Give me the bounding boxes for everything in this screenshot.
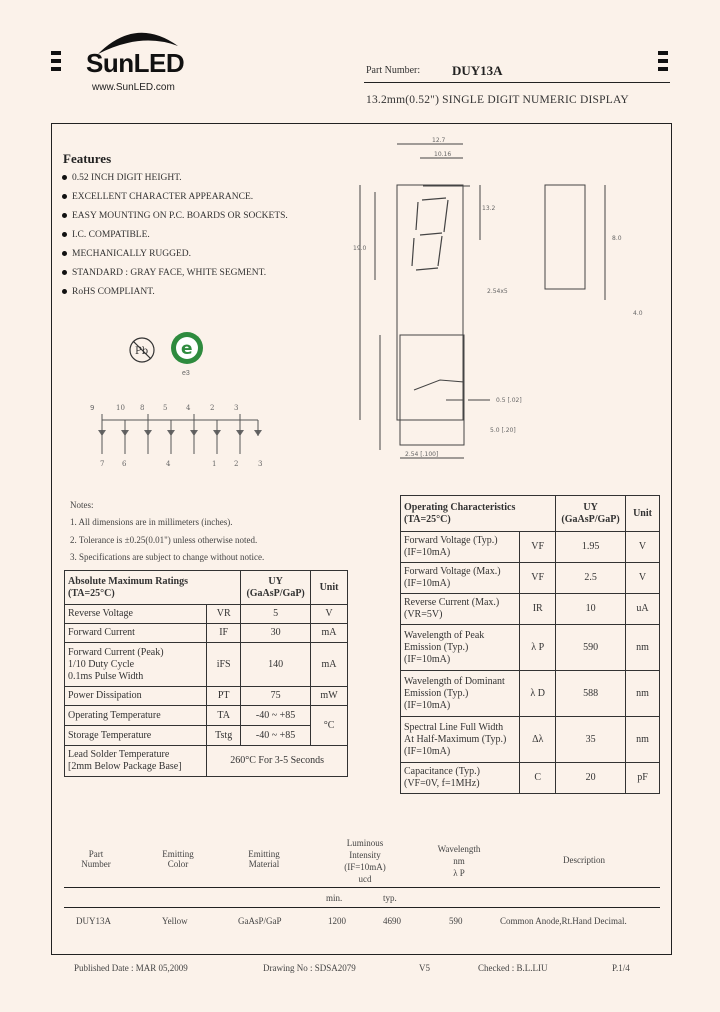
param-line: (IF=10mA) — [404, 745, 451, 757]
unit-cell: nm — [626, 671, 660, 717]
param-line: (IF=10mA) — [404, 699, 451, 711]
page-number: P.1/4 — [612, 963, 630, 973]
param-cell: Capacitance (Typ.) — [404, 766, 480, 777]
symbol-cell: λ P — [520, 625, 556, 671]
symbol-cell: iFS — [207, 643, 241, 687]
pin-label: 9 — [90, 404, 95, 412]
left-bars-decoration — [51, 51, 61, 75]
feature-item: 0.52 INCH DIGIT HEIGHT. — [62, 172, 288, 184]
notes-title: Notes: — [70, 500, 94, 510]
selection-typ-label: typ. — [383, 893, 397, 903]
svg-text:Pb: Pb — [135, 346, 149, 357]
selection-header-material — [232, 849, 296, 869]
svg-text:0.5 [.02]: 0.5 [.02] — [496, 397, 522, 404]
logo-text: SunLED — [86, 48, 185, 78]
header-line: Color — [167, 859, 189, 869]
symbol-cell: VF — [520, 532, 556, 563]
feature-item: MECHANICALLY RUGGED. — [62, 248, 288, 260]
rohs-recycle-icon — [171, 332, 203, 364]
pin-label: 4 — [186, 404, 191, 412]
param-cell: Spectral Line Full Width — [404, 721, 504, 733]
selection-header-luminous — [330, 837, 400, 885]
value-cell: -40 ~ +85 — [241, 706, 311, 726]
symbol-cell: λ D — [520, 671, 556, 717]
value-cell: 5 — [241, 605, 311, 624]
symbol-cell: IF — [207, 624, 241, 643]
pin-label: 3 — [258, 460, 263, 468]
note-item: 2. Tolerance is ±0.25(0.01") unless otherwise noted. — [70, 535, 258, 545]
selection-header-wavelength — [424, 843, 494, 879]
column-subheader: (GaAsP/GaP) — [246, 587, 305, 599]
param-cell: Forward Current (Peak) — [68, 646, 164, 658]
selection-min-label: min. — [326, 893, 343, 903]
row-min: 1200 — [328, 916, 346, 926]
table-row — [65, 624, 348, 643]
row-description: Common Anode,Rt.Hand Decimal. — [500, 916, 627, 926]
header-line: ucd — [358, 874, 372, 884]
pin-label: 4 — [166, 460, 171, 468]
pin-label: 2 — [210, 404, 215, 412]
pin-label: 3 — [234, 404, 239, 412]
param-cell: Lead Solder Temperature — [68, 749, 170, 760]
feature-item: STANDARD : GRAY FACE, WHITE SEGMENT. — [62, 267, 288, 279]
table-row — [65, 643, 348, 687]
param-cell: Forward Voltage (Max.) — [404, 566, 501, 577]
unit-header: Unit — [311, 571, 348, 605]
unit-cell: nm — [626, 625, 660, 671]
operating-characteristics-table — [400, 495, 660, 794]
table-row — [401, 625, 660, 671]
feature-item: RoHS COMPLIANT. — [62, 286, 288, 298]
symbol-cell: IR — [520, 594, 556, 625]
param-line: 0.1ms Pulse Width — [68, 670, 144, 682]
diode-array-icon — [88, 414, 278, 460]
table-row — [65, 746, 348, 777]
unit-cell: mW — [311, 687, 348, 706]
svg-text:4.0: 4.0 — [633, 310, 643, 317]
symbol-cell: Tstg — [207, 726, 241, 746]
compliance-caption: e3 — [182, 370, 190, 377]
param-cell: Operating Temperature — [65, 706, 207, 726]
param-line: 1/10 Duty Cycle — [68, 658, 135, 670]
package-dimension-drawing — [350, 130, 670, 470]
param-line: (IF=10mA) — [404, 653, 451, 665]
selection-rule — [64, 887, 660, 888]
param-cell: Reverse Current (Max.) — [404, 597, 500, 608]
value-cell: 10 — [556, 594, 626, 625]
selection-header-part — [66, 849, 126, 869]
symbol-cell: PT — [207, 687, 241, 706]
symbol-cell: Δλ — [520, 717, 556, 763]
table-row — [65, 726, 348, 746]
pin-label: 10 — [116, 404, 125, 412]
display-subtitle: 13.2mm(0.52") SINGLE DIGIT NUMERIC DISPLAY — [366, 94, 629, 106]
value-cell: 75 — [241, 687, 311, 706]
param-cell: Forward Current — [65, 624, 207, 643]
features-title: Features — [63, 151, 112, 166]
header-line: Emitting — [248, 849, 280, 859]
unit-cell: uA — [626, 594, 660, 625]
header-line: Number — [81, 859, 111, 869]
value-cell: 2.5 — [556, 563, 626, 594]
feature-item: I.C. COMPATIBLE. — [62, 229, 288, 241]
header-line: nm — [453, 856, 465, 866]
value-cell: 588 — [556, 671, 626, 717]
unit-cell: mA — [311, 643, 348, 687]
value-cell: 1.95 — [556, 532, 626, 563]
pin-label: 6 — [122, 460, 127, 468]
note-item: 1. All dimensions are in millimeters (inches). — [70, 517, 233, 527]
feature-item: EASY MOUNTING ON P.C. BOARDS OR SOCKETS. — [62, 210, 288, 222]
row-typ: 4690 — [383, 916, 401, 926]
pin-label: 8 — [140, 404, 145, 412]
svg-text:8.0: 8.0 — [612, 235, 622, 242]
param-cell: Power Dissipation — [65, 687, 207, 706]
table-row — [65, 706, 348, 726]
column-header: UY — [268, 575, 283, 587]
value-cell: 35 — [556, 717, 626, 763]
unit-cell: V — [311, 605, 348, 624]
table-row — [401, 671, 660, 717]
header-line: Intensity — [349, 850, 381, 860]
top-pin-labels — [90, 404, 265, 414]
param-line: (IF=10mA) — [404, 578, 451, 589]
value-cell: -40 ~ +85 — [241, 726, 311, 746]
column-header: UY — [583, 501, 598, 513]
header-line: Luminous — [346, 838, 384, 848]
symbol-cell: TA — [207, 706, 241, 726]
pin-label: 5 — [163, 404, 168, 412]
pin-label: 2 — [234, 460, 239, 468]
feature-item: EXCELLENT CHARACTER APPEARANCE. — [62, 191, 288, 203]
header-line: (IF=10mA) — [344, 862, 386, 872]
unit-cell: pF — [626, 763, 660, 794]
symbol-cell: VR — [207, 605, 241, 624]
row-material: GaAsP/GaP — [238, 916, 282, 926]
table-row — [401, 594, 660, 625]
row-part: DUY13A — [76, 916, 111, 926]
value-cell: 20 — [556, 763, 626, 794]
header-line: λ P — [453, 868, 465, 878]
unit-cell: mA — [311, 624, 348, 643]
param-line: (VR=5V) — [404, 609, 443, 620]
svg-text:12.7: 12.7 — [432, 137, 446, 144]
param-line: (IF=10mA) — [404, 547, 451, 558]
value-cell: 30 — [241, 624, 311, 643]
param-cell: Reverse Voltage — [65, 605, 207, 624]
svg-text:e: e — [181, 339, 193, 359]
pin-label: 1 — [212, 460, 217, 468]
version: V5 — [419, 963, 430, 973]
part-number: DUY13A — [452, 63, 503, 78]
row-wavelength: 590 — [449, 916, 463, 926]
header-line: Part — [88, 849, 104, 859]
value-cell: 140 — [241, 643, 311, 687]
table-row — [65, 687, 348, 706]
table-row — [65, 605, 348, 624]
right-bars-decoration — [658, 51, 668, 75]
table-row — [401, 563, 660, 594]
param-cell: Wavelength of Peak — [404, 629, 485, 641]
circuit-diagram — [88, 400, 278, 475]
checked-by: Checked : B.L.LIU — [478, 963, 548, 973]
note-item: 3. Specifications are subject to change without notice. — [70, 552, 265, 562]
svg-text:10.16: 10.16 — [434, 151, 452, 158]
table-row — [401, 717, 660, 763]
part-number-label: Part Number: — [366, 65, 421, 76]
selection-header-color — [148, 849, 208, 869]
sunled-logo — [86, 24, 196, 94]
unit-header: Unit — [626, 496, 660, 532]
unit-cell: nm — [626, 717, 660, 763]
table-header — [401, 496, 660, 532]
pin-label: 7 — [100, 460, 105, 468]
header-rule — [364, 82, 670, 83]
compliance-icons — [120, 328, 230, 378]
symbol-cell: C — [520, 763, 556, 794]
table-title: Absolute Maximum Ratings — [68, 575, 189, 587]
column-subheader: (GaAsP/GaP) — [561, 513, 620, 525]
svg-text:2.54 [.100]: 2.54 [.100] — [405, 451, 439, 458]
absolute-max-table — [64, 570, 348, 777]
header-line: Emitting — [162, 849, 194, 859]
param-line: Emission (Typ.) — [404, 641, 469, 653]
drawing-number: Drawing No : SDSA2079 — [263, 963, 356, 973]
param-line: Emission (Typ.) — [404, 687, 469, 699]
param-line: At Half-Maximum (Typ.) — [404, 733, 507, 745]
unit-cell: °C — [311, 706, 348, 746]
header-line: Material — [248, 859, 280, 869]
table-header — [65, 571, 348, 605]
table-condition: (TA=25°C) — [68, 587, 115, 599]
value-cell: 590 — [556, 625, 626, 671]
param-cell: Forward Voltage (Typ.) — [404, 535, 498, 546]
param-line: [2mm Below Package Base] — [68, 761, 182, 772]
row-color: Yellow — [162, 916, 188, 926]
bottom-pin-labels — [98, 460, 273, 470]
svg-text:5.0 [.20]: 5.0 [.20] — [490, 427, 516, 434]
pb-free-icon — [130, 338, 154, 362]
svg-text:13.2: 13.2 — [482, 205, 496, 212]
table-condition: (TA=25°C) — [404, 513, 451, 525]
param-line: (VF=0V, f=1MHz) — [404, 778, 480, 789]
features-list — [62, 172, 288, 305]
table-title: Operating Characteristics — [404, 501, 516, 513]
unit-cell: V — [626, 532, 660, 563]
table-row — [401, 763, 660, 794]
param-cell: Wavelength of Dominant — [404, 675, 505, 687]
table-row — [401, 532, 660, 563]
website-url: www.SunLED.com — [92, 82, 175, 93]
value-cell: 260°C For 3-5 Seconds — [207, 746, 348, 777]
selection-rule — [64, 907, 660, 908]
svg-text:2.54x5: 2.54x5 — [487, 288, 508, 295]
symbol-cell: VF — [520, 563, 556, 594]
selection-header-description: Description — [563, 855, 605, 865]
header-line: Wavelength — [437, 844, 481, 854]
param-cell: Storage Temperature — [65, 726, 207, 746]
published-date: Published Date : MAR 05,2009 — [74, 963, 188, 973]
unit-cell: V — [626, 563, 660, 594]
svg-text:19.0: 19.0 — [353, 245, 367, 252]
